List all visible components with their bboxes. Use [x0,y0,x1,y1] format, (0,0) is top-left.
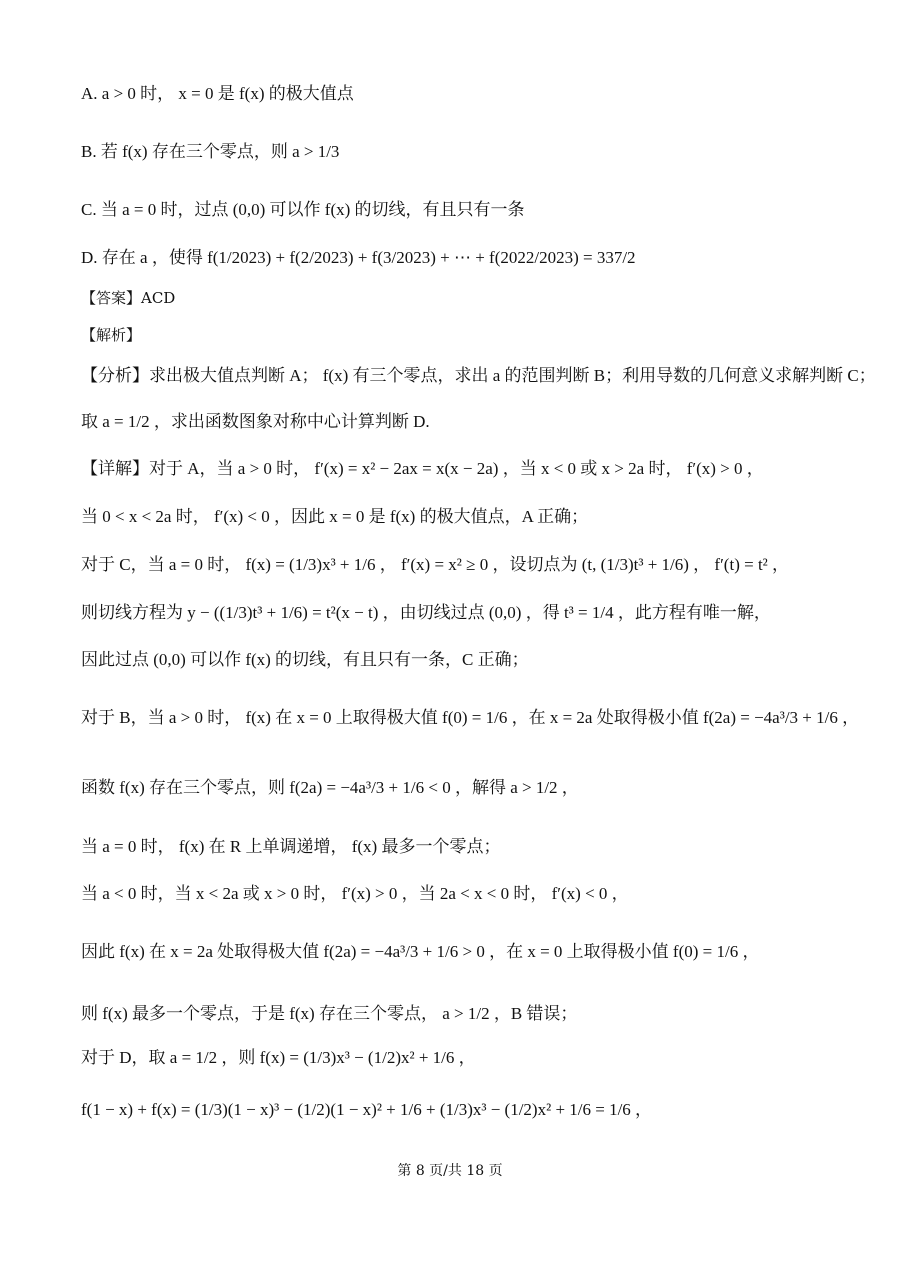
analysis-line: 取 a = 1/2 ，求出函数图象对称中心计算判断 D. [81,412,430,431]
analysis-line: 【分析】求出极大值点判断 A； f(x) 有三个零点，求出 a 的范围判断 B；利用导数的几何意义求解判断 C； [81,366,876,385]
option-c: C. 当 a = 0 时，过点 (0,0) 可以作 f(x) 的切线，有且只有一条 [81,200,525,219]
analysis-line: 函数 f(x) 存在三个零点，则 f(2a) = −4a³/3 + 1/6 < 0 ，解得 a > 1/2 ， [81,778,579,797]
analysis-line: 对于 C，当 a = 0 时， f(x) = (1/3)x³ + 1/6 ， f′(x) = x² ≥ 0 ，设切点为 (t, (1/3)t³ + 1/6) ， f′(t) = t² ， [81,555,790,574]
analysis-line: 对于 D，取 a = 1/2 ，则 f(x) = (1/3)x³ − (1/2)x² + 1/6 ， [81,1048,476,1067]
option-d: D. 存在 a ，使得 f(1/2023) + f(2/2023) + f(3/2023) + ⋯ + f(2022/2023) = 337/2 [81,248,636,267]
analysis-title: 【解析】 [81,326,142,344]
option-a: A. a > 0 时， x = 0 是 f(x) 的极大值点 [81,84,354,103]
analysis-line: 因此过点 (0,0) 可以作 f(x) 的切线，有且只有一条，C 正确； [81,650,529,669]
analysis-line: f(1 − x) + f(x) = (1/3)(1 − x)³ − (1/2)(1 − x)² + 1/6 + (1/3)x³ − (1/2)x² + 1/6 = 1/6 ， [81,1100,653,1119]
analysis-line: 当 a = 0 时， f(x) 在 R 上单调递增， f(x) 最多一个零点； [81,837,501,856]
analysis-line: 对于 B，当 a > 0 时， f(x) 在 x = 0 上取得极大值 f(0) = 1/6 ，在 x = 2a 处取得极小值 f(2a) = −4a³/3 + 1/6 ， [81,708,860,727]
analysis-line: 则切线方程为 y − ((1/3)t³ + 1/6) = t²(x − t) ，由切线过点 (0,0) ，得 t³ = 1/4 ，此方程有唯一解， [81,603,771,622]
analysis-line: 当 a < 0 时，当 x < 2a 或 x > 0 时， f′(x) > 0 ，当 2a < x < 0 时， f′(x) < 0 ， [81,884,629,903]
analysis-line: 当 0 < x < 2a 时， f′(x) < 0 ，因此 x = 0 是 f(x) 的极大值点，A 正确； [81,507,589,526]
option-b: B. 若 f(x) 存在三个零点，则 a > 1/3 [81,142,340,161]
page-footer: 第 8 页/共 18 页 [397,1163,503,1179]
analysis-line: 则 f(x) 最多一个零点，于是 f(x) 存在三个零点， a > 1/2 ，B 错误； [81,1004,578,1023]
answer: 【答案】ACD [81,289,176,307]
analysis-line: 因此 f(x) 在 x = 2a 处取得极大值 f(2a) = −4a³/3 + 1/6 > 0 ，在 x = 0 上取得极小值 f(0) = 1/6 ， [81,942,760,961]
analysis-line: 【详解】对于 A，当 a > 0 时， f′(x) = x² − 2ax = x(x − 2a) ，当 x < 0 或 x > 2a 时， f′(x) > 0 ， [81,459,764,478]
